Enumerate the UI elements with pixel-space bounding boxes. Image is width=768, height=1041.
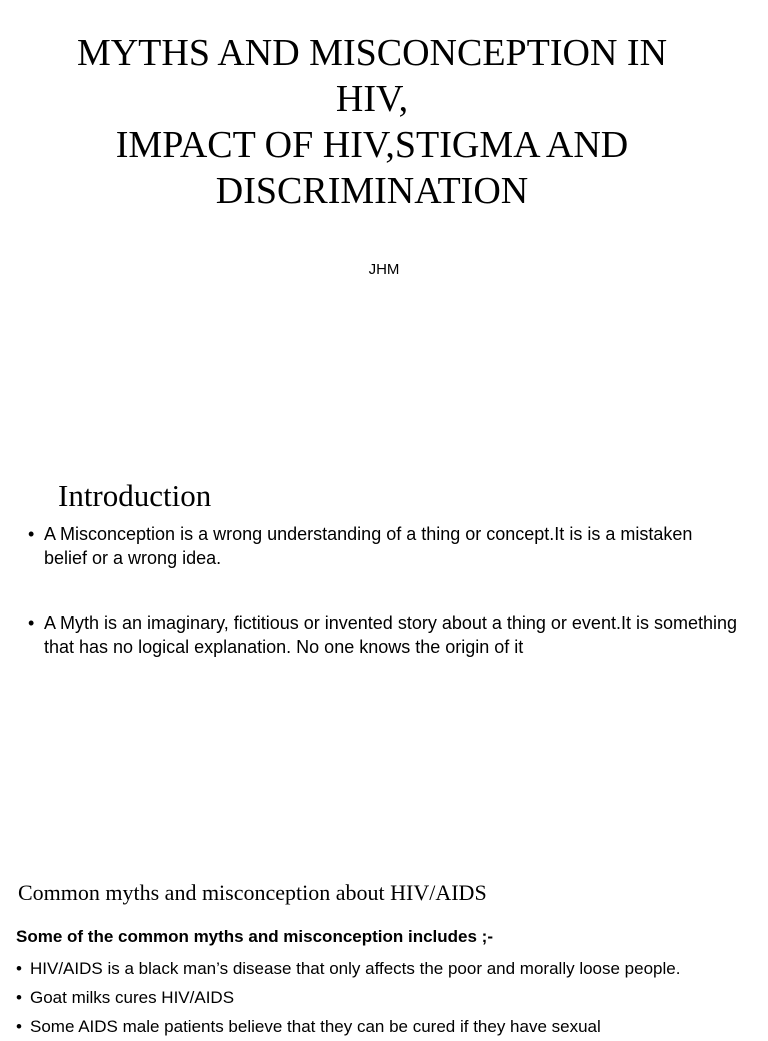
bullet-text: Goat milks cures HIV/AIDS: [30, 988, 235, 1007]
bullet-text: Some AIDS male patients believe that they can be cured if they have sexual: [30, 1017, 601, 1036]
slide-common-myths: [0, 864, 768, 1036]
bullet-dot-icon: •: [16, 959, 22, 978]
bullet-dot-icon: •: [16, 988, 22, 1007]
title-line: MYTHS AND MISCONCEPTION IN: [76, 32, 668, 74]
bullet-item: [28, 611, 738, 659]
presentation-subtitle: JHM: [368, 261, 400, 278]
slide-title: [0, 0, 768, 432]
slide-heading: Introduction: [58, 478, 212, 513]
slide-heading: Common myths and misconception about HIV/AIDS: [18, 880, 487, 905]
bullet-item: [16, 983, 756, 1012]
bullet-item: [16, 954, 756, 983]
bullet-text: A Misconception is a wrong understanding of a thing or concept.It is is a mistaken belief or a wrong idea.: [44, 524, 693, 568]
lead-text: Some of the common myths and misconception includes ;-: [16, 927, 494, 946]
bullet-text: HIV/AIDS is a black man’s disease that only affects the poor and morally loose people.: [30, 959, 681, 978]
bullet-text: A Myth is an imaginary, fictitious or invented story about a thing or event.It is something that has no logical explanation. No one knows the origin of it: [44, 613, 738, 657]
title-line: DISCRIMINATION: [215, 170, 529, 212]
bullet-item: [16, 1012, 756, 1041]
slide-introduction: [0, 432, 768, 864]
bullet-list: [16, 954, 756, 1041]
bullet-dot-icon: •: [16, 1017, 22, 1036]
bullet-list: [28, 522, 738, 659]
bullet-dot-icon: •: [28, 613, 35, 633]
presentation-title: [20, 30, 724, 214]
title-line: HIV,: [335, 78, 409, 120]
title-line: IMPACT OF HIV,STIGMA AND: [115, 124, 629, 166]
bullet-item: [28, 522, 738, 570]
bullet-dot-icon: •: [28, 524, 35, 544]
